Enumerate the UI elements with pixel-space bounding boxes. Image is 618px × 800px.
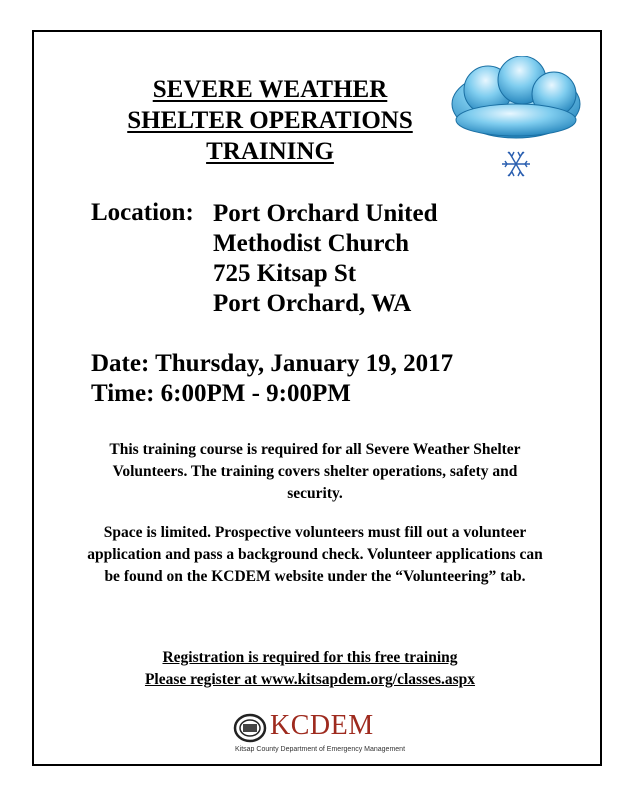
- title-line-3: TRAINING: [206, 138, 334, 165]
- registration-notice: [95, 647, 525, 691]
- date-text: Date: Thursday, January 19, 2017: [91, 350, 454, 377]
- kcdem-logo: [230, 710, 410, 760]
- cloud-snowflake-icon: [446, 56, 586, 191]
- kcdem-seal-icon: [233, 713, 267, 743]
- location-label: Location:: [91, 199, 194, 226]
- time-text: Time: 6:00PM - 9:00PM: [91, 380, 351, 407]
- schedule: [91, 349, 453, 409]
- registration-required-text: Registration is required for this free training: [162, 649, 458, 666]
- registration-link[interactable]: Please register at www.kitsapdem.org/classes.aspx: [144, 671, 476, 688]
- logo-name: KCDEM: [270, 710, 374, 741]
- location-address: [213, 199, 438, 319]
- logo-subtitle: Kitsap County Department of Emergency Management: [234, 746, 406, 753]
- course-description: This training course is required for all Severe Weather Shelter Volunteers. The training covers shelter operations, safety and security.: [109, 441, 521, 502]
- location-line: Methodist Church: [213, 230, 410, 257]
- location-line: Port Orchard, WA: [213, 290, 412, 317]
- location-line: 725 Kitsap St: [213, 260, 357, 287]
- application-info: Space is limited. Prospective volunteers must fill out a volunteer application and pass a background check. Volunteer applications can be found on the KCDEM website under the “Volunteering” tab.: [87, 524, 543, 585]
- location-line: Port Orchard United: [213, 200, 438, 227]
- page-title: [110, 74, 430, 167]
- title-line-1: SEVERE WEATHER: [152, 76, 388, 103]
- title-line-2: SHELTER OPERATIONS: [127, 107, 413, 134]
